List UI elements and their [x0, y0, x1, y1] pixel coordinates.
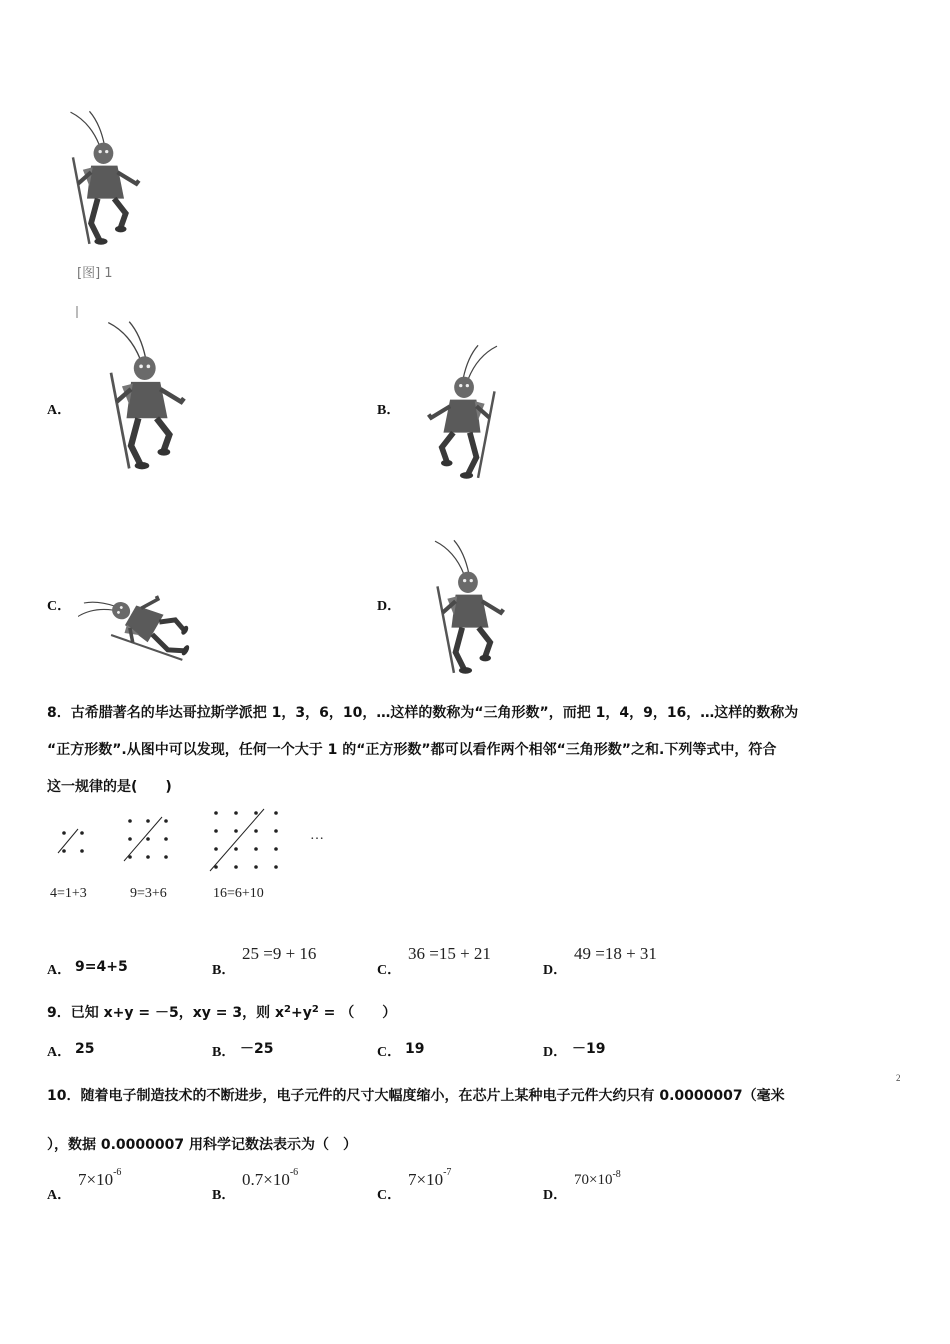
q8-caption-3: 16=6+10 [213, 886, 264, 901]
q8-stem-line2: “正方形数”.从图中可以发现，任何一个大于 1 的“正方形数”都可以看作两个相邻“三角形数”之和.下列等式中，符合 [47, 742, 777, 758]
q8-dot-figures [50, 805, 350, 880]
q7-option-d-label: D． [377, 599, 402, 614]
q10-option-a-base: 7×10 [78, 1170, 114, 1189]
dots-3x3 [124, 817, 168, 861]
q7-option-c-label: C． [47, 599, 72, 614]
figure-1-monkey-image [58, 108, 153, 248]
q10-option-a-text[interactable] [78, 1167, 122, 1190]
q9-option-d-text[interactable]: －19 [572, 1041, 606, 1057]
q8-ellipsis: … [310, 828, 324, 843]
q8-caption-1: 4=1+3 [50, 886, 87, 901]
q7-option-a-label: A． [47, 403, 72, 418]
q8-caption-2: 9=3+6 [130, 886, 167, 901]
q8-option-b-text[interactable]: 25 =9 + 16 [242, 944, 317, 963]
q10-option-a-exp: -6 [113, 1167, 122, 1178]
q7-option-d-image[interactable] [420, 537, 520, 677]
q9-option-b-label: B． [212, 1045, 236, 1060]
q9-stem-prefix: 9．已知 x+y = －5，xy = 3，则 x [47, 1005, 285, 1021]
q8-option-d-label: D． [543, 963, 568, 978]
q10-option-b-base: 0.7×10 [242, 1170, 290, 1189]
q8-option-c-text[interactable]: 36 =15 + 21 [408, 944, 491, 963]
q8-option-d-text[interactable]: 49 =18 + 31 [574, 944, 657, 963]
q10-stem-line2: ），数据 0.0000007 用科学记数法表示为（ ） [47, 1137, 357, 1153]
q8-stem-line1: 8．古希腊著名的毕达哥拉斯学派把 1，3，6，10，…这样的数称为“三角形数”，而把 1，4，9，16，…这样的数称为 [47, 705, 799, 721]
q9-stem [47, 1004, 396, 1022]
q9-option-a-label: A． [47, 1045, 72, 1060]
q9-option-c-label: C． [377, 1045, 402, 1060]
q10-stem-line1: 10．随着电子制造技术的不断进步，电子元件的尺寸大幅度缩小，在芯片上某种电子元件大约只有 0.0000007（毫米 [47, 1088, 785, 1104]
q9-option-a-text[interactable]: 25 [75, 1041, 95, 1057]
q8-option-a-label: A． [47, 963, 72, 978]
q10-option-d-label: D． [543, 1188, 568, 1203]
q10-option-b-exp: -6 [289, 1167, 299, 1178]
q8-option-b-label: B． [212, 963, 236, 978]
q10-option-d-base: 70×10 [574, 1172, 613, 1188]
q10-option-c-base: 7×10 [408, 1170, 444, 1189]
q9-sup-1: 2 [284, 1004, 291, 1015]
q7-option-a-image[interactable] [92, 318, 202, 473]
q10-option-a-label: A． [47, 1188, 72, 1203]
q9-sup-2: 2 [311, 1004, 319, 1015]
q8-option-a-text[interactable]: 9=4+5 [75, 959, 128, 975]
q10-option-c-label: C． [377, 1188, 402, 1203]
q8-option-c-label: C． [377, 963, 402, 978]
q10-option-b-text[interactable] [242, 1167, 299, 1190]
q10-option-c-exp: -7 [443, 1167, 452, 1178]
figure-1-caption: [图] 1 [77, 266, 113, 281]
q9-stem-suffix: = （ ） [318, 1005, 397, 1021]
q10-option-d-text[interactable] [574, 1169, 621, 1189]
q10-option-c-text[interactable] [408, 1167, 452, 1190]
page-number: 2 [896, 1073, 901, 1083]
q10-option-d-exp: -8 [612, 1169, 621, 1180]
q9-option-b-text[interactable]: －25 [240, 1041, 274, 1057]
q7-option-b-image[interactable] [412, 342, 512, 482]
q10-option-b-label: B． [212, 1188, 236, 1203]
divider-mark [76, 306, 78, 318]
dots-4x4 [210, 809, 278, 871]
dots-2x2 [58, 829, 84, 853]
q9-option-c-text[interactable]: 19 [405, 1041, 425, 1057]
q7-option-b-label: B． [377, 403, 401, 418]
q8-stem-line3: 这一规律的是( ) [47, 779, 172, 795]
q9-option-d-label: D． [543, 1045, 568, 1060]
q9-stem-mid: +y [290, 1005, 312, 1021]
q7-option-c-image[interactable] [78, 560, 203, 680]
